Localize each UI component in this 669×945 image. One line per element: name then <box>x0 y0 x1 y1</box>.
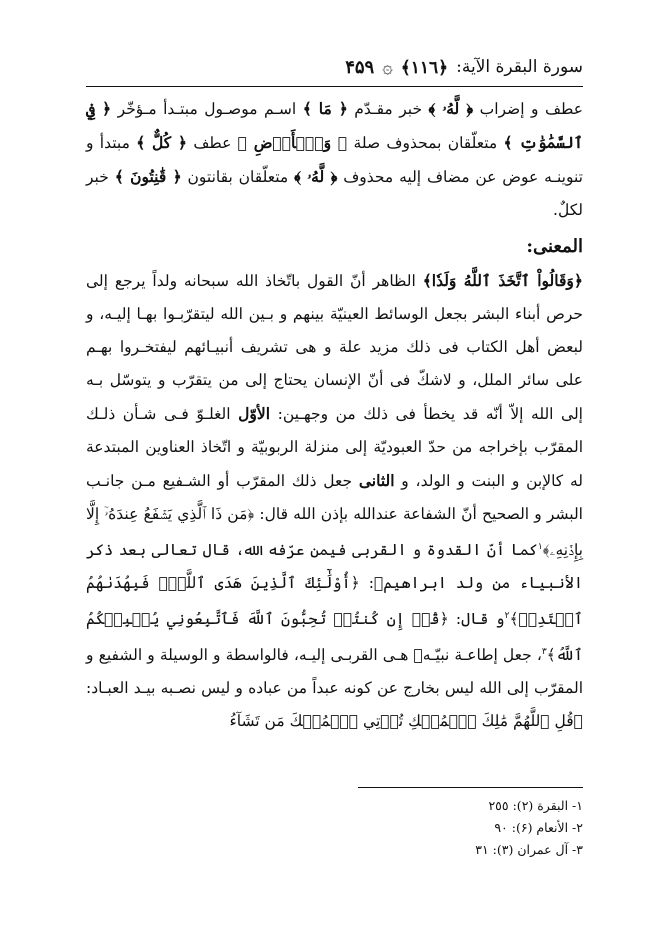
footnote-1: ١- البقرة (٢): ٢٥٥ <box>488 798 583 813</box>
quran-verse: ﴿قُلِ ٱللَّهُمَّ مَٰلِكَ ٱلۡمُلۡكِ تُؤۡتِي ٱلۡمُلۡكَ مَن تَشَآءُ <box>229 712 583 731</box>
quran-fragment: ﴿ مَا ﴾ <box>302 99 348 118</box>
header-divider <box>86 86 583 87</box>
surah-label: سورة البقرة الآية: <box>456 57 583 77</box>
quran-fragment: ﴿ لَّهُۥ ﴾ <box>428 99 474 118</box>
quran-verse: ﴿مَن ذَا ٱلَّذِي يَشۡفَعُ عِندَهُۥٓ إِلَّا بِإِذۡنِهِۦ﴾ <box>86 505 583 560</box>
quran-verse: ﴿وَقَالُواْ ٱتَّخَذَ ٱللَّهُ وَلَدٗا﴾ <box>422 271 583 290</box>
text-run: خبر لكلٌ. <box>86 168 583 219</box>
quran-fragment: ﴿ لَّهُۥ ﴾ <box>294 167 338 186</box>
text-run: مبتدأ و تنوينـه عوض عن مضاف إليه محذوف <box>86 134 583 186</box>
bold-term: الأوّل <box>238 404 271 423</box>
ornament-icon: ۞ <box>382 56 393 78</box>
text-run: اسـم موصـول مبتـدأ مـؤخّر <box>111 100 303 118</box>
quran-fragment: ﴿ كُلٌّ ﴾ <box>136 133 188 152</box>
verse-reference: ﴿١١٦﴾ <box>400 57 449 78</box>
quran-fragment: ﴿ فِي ٱلسَّمَٰوَٰتِ ﴾ <box>86 99 583 152</box>
footnote-marker[interactable]: ٣ <box>541 647 547 658</box>
text-run: الظاهر أنّ القول باتّخاذ الله سبحانه ولداً يرجع إلى حرص أبناء البشر بجعل الوسائط العينيّة بينهم و بـين الله ليتقرّبـوا بهـا إليـه، و لبعض أهل الكتاب فى ذلك مزيد علة و هى تشريف أنبيـائهم ليفتخـروا بهـم على سائر الملل، و لاشكّ فى أنّ الإنسان يحتاج إلى من يتقرّب و يتوسّل بـه إلى الله إلاّ أنّه قد يخطأ فى ذلك من وجهـين: <box>86 272 583 423</box>
page-header <box>86 52 583 82</box>
text-run: جعل ذلك المقرّب أو الشـفيع مـن جانـب البشر و الصحيح أنّ الشفاعة عندالله بإذن الله قال: <box>86 472 583 523</box>
meaning-paragraph <box>86 264 583 738</box>
text-run: و قال: <box>448 610 505 629</box>
footnotes <box>475 795 583 861</box>
quran-fragment: ﴿ قَٰنِتُونَ ﴾ <box>114 167 182 186</box>
text-run: متعلّقان بمحذوف صلة <box>347 134 504 152</box>
quran-fragment: ﴿ وَٱلۡأَرۡضِ ﴾ <box>237 133 348 152</box>
quran-verse: ﴿قُلۡ إِن كُنتُمۡ تُحِبُّونَ ٱللَّهَ فَٱتَّبِعُونِي يُحۡبِبۡكُمُ ٱللَّهُ﴾ <box>86 610 583 665</box>
footnote-marker[interactable]: ١ <box>537 542 543 552</box>
bold-term: الثانى <box>358 471 395 490</box>
text-run: كما أنّ القدوة و القربى فيمن عرّفه الله، قال تعالى بعد ذكر الأنبياء من ولد ابراهيمﷺ: <box>86 541 583 593</box>
page-number: ۴۵۹ <box>345 56 375 78</box>
footnote-marker[interactable]: ٢ <box>504 611 510 622</box>
footnote-divider <box>358 787 583 788</box>
quran-verse: ﴿أُوْلَٰٓئِكَ ٱلَّذِينَ هَدَى ٱللَّهُۖ فَبِهُدَىٰهُمُ ٱقۡتَدِهۡ﴾ <box>86 574 583 629</box>
text-run: عطف و إضراب <box>473 100 584 118</box>
text-run: عطف <box>187 134 238 152</box>
section-heading: المعنى: <box>526 236 583 257</box>
text-run: متعلّقان بقانتون <box>181 168 295 186</box>
grammar-paragraph <box>86 92 583 227</box>
text-run: خبر مقـدّم <box>347 100 429 118</box>
footnote-3: ٣- آل عمران (٣): ٣١ <box>475 842 583 857</box>
text-run: الغلـوّ فـى شـأن ذلـك المقرّب بإخراجه من حدّ العبوديّة إلى منزلة الربوبيّة و اتّخاذ العناوين المبتدعة له كالإبن و البنت و الولد، و <box>86 405 583 490</box>
footnote-2: ٢- الأنعام (۶): ٩٠ <box>494 820 583 835</box>
text-run: ، جعل إطاعـة نبيّـهﷺ هـى القربـى إليـه، فالواسطة و الوسيلة و الشفيع و المقرّب إلى الله ليس بخارج عن كونه عبداً من عباده و ليس نصـبه بيـد العبـاد: <box>86 646 583 698</box>
